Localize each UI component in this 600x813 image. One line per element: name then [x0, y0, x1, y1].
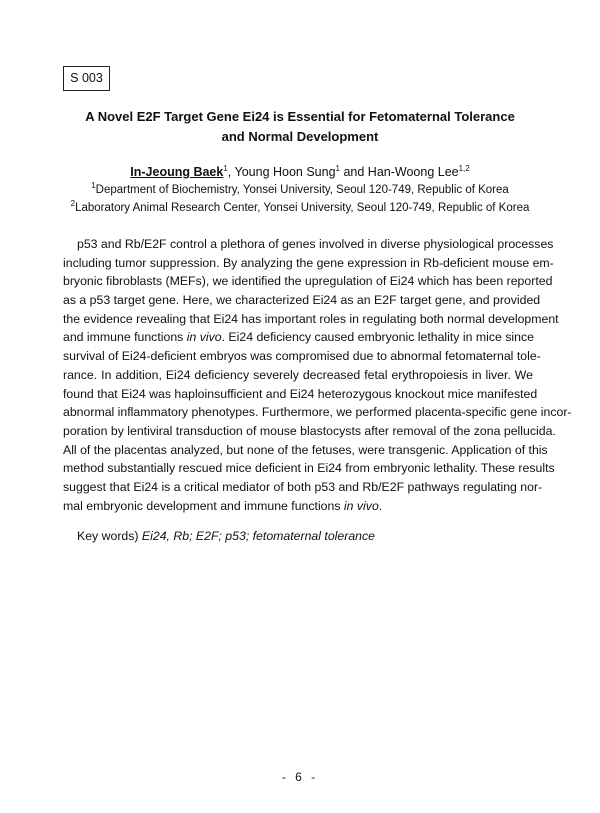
presenting-author: In-Jeoung Baek	[130, 165, 224, 179]
abstract-line: found that Ei24 was haploinsufficient and Ei24 heterozygous knockout mice manifested	[63, 386, 538, 401]
abstract-line: suggest that Ei24 is a critical mediator of both p53 and Rb/E2F pathways regulating nor-	[63, 479, 543, 494]
author-name: and Han-Woong Lee	[340, 165, 459, 179]
affiliation-2	[40, 200, 560, 216]
abstract-code-box: S 003	[63, 66, 110, 91]
page-number: - 6 -	[281, 770, 319, 784]
author-list	[40, 163, 560, 181]
affiliation-mark: 2	[70, 199, 76, 208]
abstract-line	[63, 497, 533, 516]
abstract-line: method substantially rescued mice deficient in Ei24 from embryonic lethality. These results	[63, 461, 555, 476]
abstract-text: mal embryonic development and immune functions	[63, 498, 344, 513]
author-name: , Young Hoon Sung	[227, 165, 336, 179]
abstract-line: bryonic fibroblasts (MEFs), we identified the upregulation of Ei24 which has been reported	[63, 274, 553, 289]
abstract-text: and immune functions	[63, 330, 187, 345]
italic-term: in vivo	[343, 498, 379, 513]
author-affiliation-mark: 1	[223, 164, 228, 173]
affiliation-1	[40, 182, 560, 198]
abstract-line: abnormal inflammatory phenotypes. Furthermore, we performed placenta-specific gene incor-	[63, 405, 572, 420]
abstract-text: . Ei24 deficiency caused embryonic lethality in mice since	[221, 330, 534, 345]
abstract-line: the evidence revealing that Ei24 has important roles in regulating both normal development	[63, 311, 559, 326]
keywords-label: Key words)	[77, 529, 142, 543]
keywords	[77, 527, 375, 545]
abstract-line: including tumor suppression. By analyzing the gene expression in Rb-deficient mouse em-	[63, 255, 554, 270]
author-affiliation-mark: 1	[335, 164, 340, 173]
title-line-1: A Novel E2F Target Gene Ei24 is Essential for Fetomaternal Tolerance	[85, 109, 515, 124]
abstract-line: rance. In addition, Ei24 deficiency severely decreased fetal erythropoiesis in liver. We	[63, 367, 533, 382]
abstract-line: p53 and Rb/E2F control a plethora of genes involved in diverse physiological processes	[77, 237, 554, 251]
affiliation-mark: 1	[91, 181, 96, 190]
abstract-line: poration by lentiviral transduction of mouse blastocysts after removal of the zona pellucida.	[63, 423, 556, 438]
affiliation-text: Laboratory Animal Research Center, Yonsei University, Seoul 120-749, Republic of Korea	[75, 202, 530, 214]
affiliation-text: Department of Biochemistry, Yonsei University, Seoul 120-749, Republic of Korea	[95, 184, 509, 196]
abstract-line	[63, 328, 533, 347]
keywords-values: Ei24, Rb; E2F; p53; fetomaternal tolerance	[141, 529, 376, 543]
title-line-2: and Normal Development	[221, 129, 379, 144]
abstract-line: All of the placentas analyzed, but none of the fetuses, were transgenic. Application of this	[63, 442, 548, 457]
abstract-body	[63, 235, 572, 515]
abstract-line: as a p53 target gene. Here, we characterized Ei24 as an E2F target gene, and provided	[63, 293, 541, 308]
abstract-line: survival of Ei24-deficient embryos was compromised due to abnormal fetomaternal tole-	[63, 349, 541, 364]
italic-term: in vivo	[186, 330, 222, 345]
author-affiliation-mark: 1,2	[458, 164, 470, 173]
abstract-text: .	[378, 498, 383, 513]
